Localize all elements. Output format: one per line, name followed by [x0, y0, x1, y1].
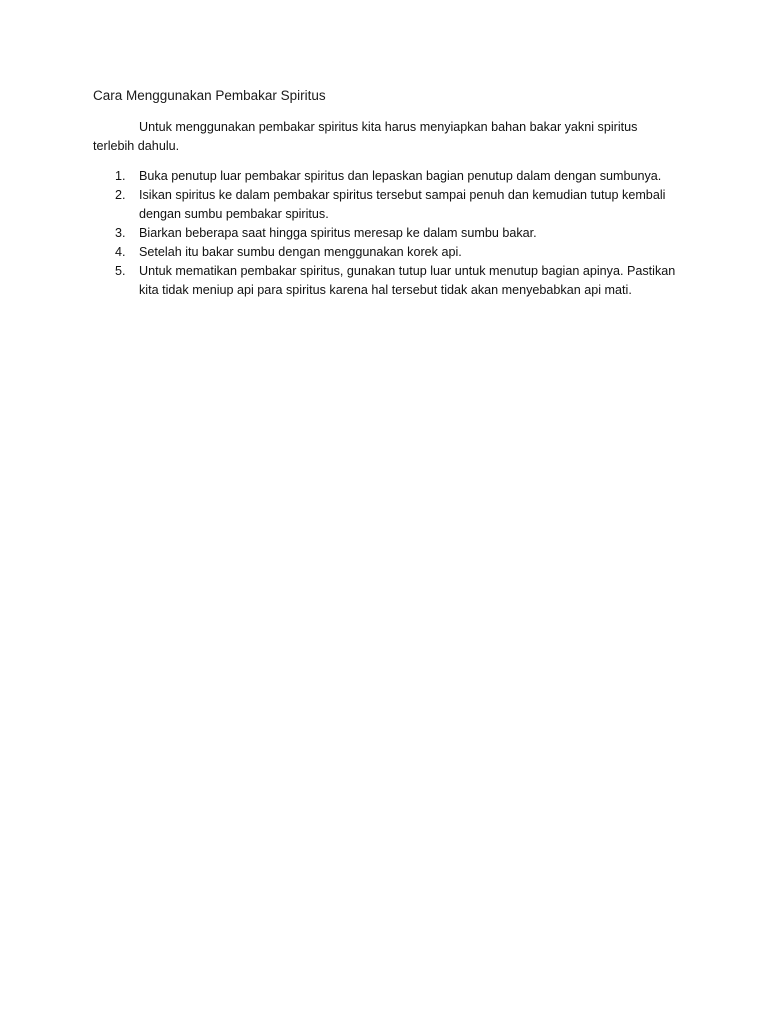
step-text: Untuk mematikan pembakar spiritus, gunakan tutup luar untuk menutup bagian apinya. Pastikan kita tidak meniup api para spiritus karena hal tersebut tidak akan menyebabkan api mati.: [139, 264, 676, 297]
step-text: Biarkan beberapa saat hingga spiritus meresap ke dalam sumbu bakar.: [139, 226, 537, 240]
step-number: 4.: [115, 245, 126, 259]
step-item: [93, 243, 683, 262]
step-item: [93, 186, 683, 224]
intro-paragraph: [93, 118, 673, 156]
document-title: Cara Menggunakan Pembakar Spiritus: [93, 88, 326, 103]
step-item: [93, 224, 683, 243]
step-item: [93, 167, 683, 186]
step-text: Setelah itu bakar sumbu dengan menggunakan korek api.: [139, 245, 462, 259]
step-item: [93, 262, 683, 300]
intro-line-2: terlebih dahulu.: [93, 139, 180, 153]
step-number: 3.: [115, 226, 126, 240]
step-text: Buka penutup luar pembakar spiritus dan lepaskan bagian penutup dalam dengan sumbunya.: [139, 169, 662, 183]
step-number: 1.: [115, 169, 126, 183]
step-number: 2.: [115, 188, 126, 202]
intro-line-1: Untuk menggunakan pembakar spiritus kita harus menyiapkan bahan bakar yakni spiritus: [139, 120, 638, 134]
steps-list: [93, 167, 683, 300]
step-text: Isikan spiritus ke dalam pembakar spiritus tersebut sampai penuh dan kemudian tutup kembali dengan sumbu pembakar spiritus.: [139, 188, 666, 221]
step-number: 5.: [115, 264, 126, 278]
